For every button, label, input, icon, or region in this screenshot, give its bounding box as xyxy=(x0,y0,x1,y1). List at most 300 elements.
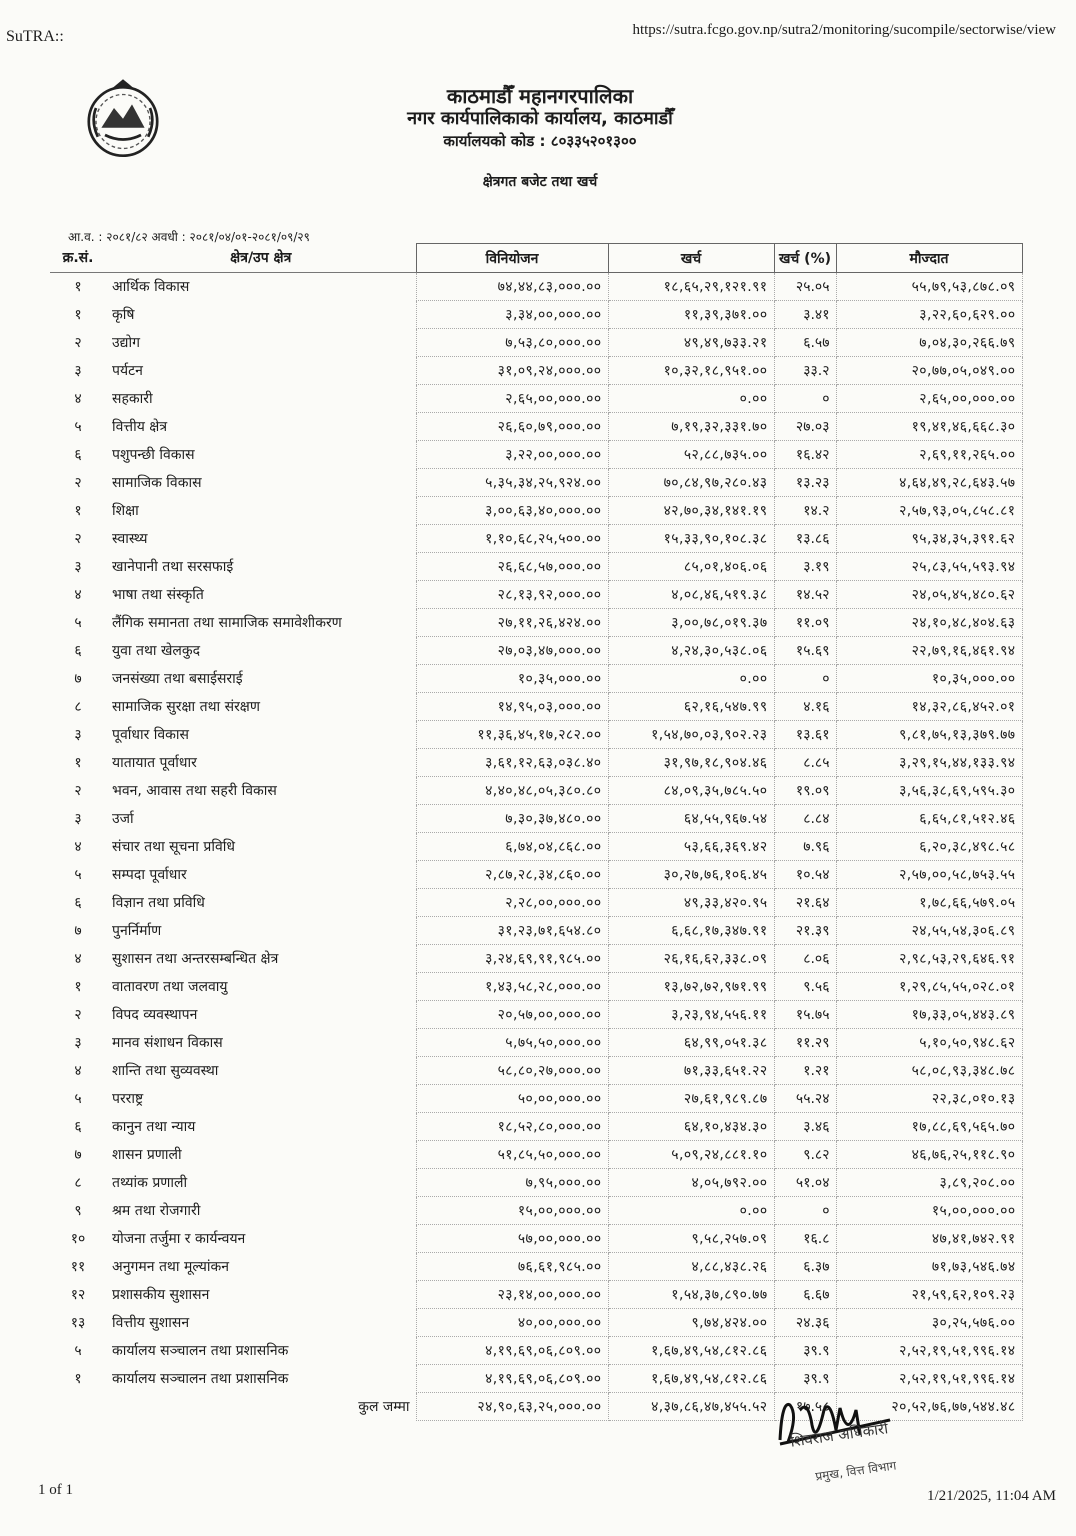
row-expense-pct: ६.५७ xyxy=(774,329,836,357)
row-sn: १० xyxy=(70,1231,86,1247)
row-expense: ७,१९,३२,३३१.७० xyxy=(608,413,774,441)
table-row xyxy=(50,1281,1022,1309)
row-sn: ७ xyxy=(74,671,82,687)
row-sn: १३ xyxy=(70,1315,86,1331)
row-balance: १५,००,०००.०० xyxy=(836,1197,1022,1225)
row-allocation: ११,३६,४५,१७,२८२.०० xyxy=(416,721,608,749)
row-balance: ७,०४,३०,२६६.७९ xyxy=(836,329,1022,357)
table-row xyxy=(50,525,1022,553)
row-expense: ६४,१०,४३४.३० xyxy=(608,1113,774,1141)
row-sn: ५ xyxy=(74,615,82,631)
row-allocation: ७४,४४,८३,०००.०० xyxy=(416,273,608,301)
row-expense: ५३,६६,३६९.४२ xyxy=(608,833,774,861)
row-balance: ६,६५,८१,५१२.४६ xyxy=(836,805,1022,833)
row-sector: तथ्यांक प्रणाली xyxy=(112,1175,188,1191)
row-sn: ८ xyxy=(74,699,82,715)
row-expense: ३१,९७,१८,९०४.४६ xyxy=(608,749,774,777)
row-expense: ५,०९,२४,८८१.१० xyxy=(608,1141,774,1169)
row-expense-pct: १४.२ xyxy=(774,497,836,525)
table-row xyxy=(50,1337,1022,1365)
table-row xyxy=(50,637,1022,665)
table-row xyxy=(50,1225,1022,1253)
page-number: 1 of 1 xyxy=(38,1482,73,1498)
row-expense: १,६७,४९,५४,८१२.८६ xyxy=(608,1337,774,1365)
row-sector: कृषि xyxy=(112,307,135,323)
row-sector: पशुपन्छी विकास xyxy=(112,447,195,463)
row-sn: ६ xyxy=(74,895,82,911)
row-expense-pct: ८.०६ xyxy=(774,945,836,973)
row-balance: १,२९,८५,५५,०२८.०१ xyxy=(836,973,1022,1001)
row-balance: २,५७,००,५८,७५३.५५ xyxy=(836,861,1022,889)
row-sn: १ xyxy=(74,307,82,323)
row-sn: ४ xyxy=(74,391,82,407)
row-expense-pct: ११.२९ xyxy=(774,1029,836,1057)
row-allocation: ७,९५,०००.०० xyxy=(416,1169,608,1197)
row-sector: कार्यालय सञ्चालन तथा प्रशासनिक xyxy=(112,1371,289,1387)
table-row xyxy=(50,1001,1022,1029)
row-balance: २०,७७,०५,०४९.०० xyxy=(836,357,1022,385)
row-sector: श्रम तथा रोजगारी xyxy=(112,1203,201,1219)
print-datetime: 1/21/2025, 11:04 AM xyxy=(926,1488,1056,1504)
total-label: कुल जम्मा xyxy=(358,1399,410,1415)
row-sector: कानुन तथा न्याय xyxy=(112,1119,196,1135)
table-row xyxy=(50,777,1022,805)
row-sector: आर्थिक विकास xyxy=(112,279,190,296)
row-expense: १३,७२,७२,९७१.९९ xyxy=(608,973,774,1001)
row-sector: संचार तथा सूचना प्रविधि xyxy=(112,839,235,855)
row-expense: ४,२४,३०,५३८.०६ xyxy=(608,637,774,665)
row-expense-pct: ० xyxy=(774,665,836,693)
row-expense: १,५४,७०,०३,९०२.२३ xyxy=(608,721,774,749)
row-allocation: ७,५३,८०,०००.०० xyxy=(416,329,608,357)
row-expense: ४९,३३,४२०.९५ xyxy=(608,889,774,917)
row-expense: ०.०० xyxy=(608,385,774,413)
row-expense-pct: १३.२३ xyxy=(774,469,836,497)
row-allocation: २०,५७,००,०००.०० xyxy=(416,1001,608,1029)
row-sn: ३ xyxy=(74,363,82,379)
table-row xyxy=(50,945,1022,973)
row-sn: ४ xyxy=(74,839,82,855)
table-row xyxy=(50,1057,1022,1085)
row-expense-pct: १५.६९ xyxy=(774,637,836,665)
row-allocation: ५७,००,०००.०० xyxy=(416,1225,608,1253)
row-expense-pct: १०.५४ xyxy=(774,861,836,889)
row-allocation: १५,००,०००.०० xyxy=(416,1197,608,1225)
col-expense: खर्च xyxy=(608,244,774,273)
row-allocation: ५,७५,५०,०००.०० xyxy=(416,1029,608,1057)
row-balance: २१,५९,६२,१०९.२३ xyxy=(836,1281,1022,1309)
row-expense-pct: ९.८२ xyxy=(774,1141,836,1169)
row-expense: ०.०० xyxy=(608,665,774,693)
row-sector: विज्ञान तथा प्रविधि xyxy=(112,895,205,911)
table-row xyxy=(50,693,1022,721)
row-balance: २५,८३,५५,५९३.९४ xyxy=(836,553,1022,581)
row-expense: ४२,७०,३४,१४१.१९ xyxy=(608,497,774,525)
row-allocation: १,४३,५८,२८,०००.०० xyxy=(416,973,608,1001)
row-sector: सामाजिक सुरक्षा तथा संरक्षण xyxy=(112,699,260,715)
office-code: कार्यालयको कोड : ८०३३५२०१३०० xyxy=(443,132,637,150)
table-row xyxy=(50,721,1022,749)
row-balance: ४,६४,४९,२८,६४३.५७ xyxy=(836,469,1022,497)
row-sn: १ xyxy=(74,1371,82,1387)
table-row xyxy=(50,1197,1022,1225)
table-row xyxy=(50,665,1022,693)
row-expense-pct: ५१.०४ xyxy=(774,1169,836,1197)
row-expense-pct: ३९.९ xyxy=(774,1337,836,1365)
office-name: नगर कार्यपालिकाको कार्यालय, काठमाडौँ xyxy=(407,108,673,129)
row-sector: शासन प्रणाली xyxy=(112,1147,182,1163)
row-balance: ३,८९,२०८.०० xyxy=(836,1169,1022,1197)
row-sector: उद्योग xyxy=(112,335,140,351)
report-title: क्षेत्रगत बजेट तथा खर्च xyxy=(482,174,598,190)
app-title: SuTRA:: xyxy=(6,28,64,45)
table-row xyxy=(50,749,1022,777)
row-expense-pct: ० xyxy=(774,385,836,413)
row-sector: सुशासन तथा अन्तरसम्बन्धित क्षेत्र xyxy=(112,951,279,967)
row-allocation: ४,१९,६९,०६,८०९.०० xyxy=(416,1337,608,1365)
row-expense-pct: ३.१९ xyxy=(774,553,836,581)
row-sector: मानव संशाधन विकास xyxy=(112,1035,223,1051)
row-sector: युवा तथा खेलकुद xyxy=(112,643,201,659)
row-expense: ४९,४९,७३३.२१ xyxy=(608,329,774,357)
row-sector: पूर्वाधार विकास xyxy=(112,727,190,743)
row-sector: यातायात पूर्वाधार xyxy=(112,755,197,771)
row-expense: ७१,३३,६५१.२२ xyxy=(608,1057,774,1085)
table-row xyxy=(50,1169,1022,1197)
row-allocation: २७,११,२६,४२४.०० xyxy=(416,609,608,637)
table-row xyxy=(50,917,1022,945)
row-expense-pct: ३३.२ xyxy=(774,357,836,385)
row-sector: पर्यटन xyxy=(112,363,143,379)
row-sector: अनुगमन तथा मूल्यांकन xyxy=(112,1259,229,1275)
row-expense: १८,६५,२९,१२१.९१ xyxy=(608,273,774,301)
row-sector: शिक्षा xyxy=(112,503,139,519)
row-sn: ६ xyxy=(74,643,82,659)
row-expense: ११,३९,३७१.०० xyxy=(608,301,774,329)
row-expense: ७०,८४,९७,२८०.४३ xyxy=(608,469,774,497)
row-balance: ५८,०८,९३,३४८.७८ xyxy=(836,1057,1022,1085)
table-row xyxy=(50,1141,1022,1169)
row-expense: ८५,०१,४०६.०६ xyxy=(608,553,774,581)
row-balance: ९५,३४,३५,३९१.६२ xyxy=(836,525,1022,553)
row-allocation: २८,१३,९२,०००.०० xyxy=(416,581,608,609)
row-expense-pct: ९.५६ xyxy=(774,973,836,1001)
row-allocation: ५८,८०,२७,०००.०० xyxy=(416,1057,608,1085)
table-row xyxy=(50,553,1022,581)
row-expense-pct: १६.८ xyxy=(774,1225,836,1253)
row-sector: सहकारी xyxy=(112,391,153,407)
table-row xyxy=(50,833,1022,861)
row-expense-pct: २५.०५ xyxy=(774,273,836,301)
row-expense: ४,०५,७९२.०० xyxy=(608,1169,774,1197)
row-sn: ५ xyxy=(74,1091,82,1107)
row-sn: ६ xyxy=(74,447,82,463)
row-allocation: २,८७,२८,३४,८६०.०० xyxy=(416,861,608,889)
table-row xyxy=(50,1309,1022,1337)
row-sn: ४ xyxy=(74,587,82,603)
row-balance: २,९८,५३,२९,६४६.९१ xyxy=(836,945,1022,973)
org-name: काठमाडौँ महानगरपालिका xyxy=(446,84,634,108)
row-allocation: ६,७४,०४,८६८.०० xyxy=(416,833,608,861)
row-balance: ३,२९,१५,४४,१३३.९४ xyxy=(836,749,1022,777)
row-sn: १ xyxy=(74,979,82,995)
table-row xyxy=(50,329,1022,357)
row-sector: शान्ति तथा सुव्यवस्था xyxy=(112,1063,219,1079)
row-allocation: ३१,२३,७१,६५४.८० xyxy=(416,917,608,945)
row-allocation: ४,४०,४८,०५,३८०.८० xyxy=(416,777,608,805)
row-sn: २ xyxy=(74,783,82,799)
table-body xyxy=(50,273,1022,1393)
row-allocation: ४०,००,०००.०० xyxy=(416,1309,608,1337)
row-balance: २२,३८,०१०.१३ xyxy=(836,1085,1022,1113)
row-sn: २ xyxy=(74,475,82,491)
row-allocation: ५०,००,०००.०० xyxy=(416,1085,608,1113)
row-expense: ४,०८,४६,५१९.३८ xyxy=(608,581,774,609)
row-sn: ३ xyxy=(74,1035,82,1051)
row-sn: १२ xyxy=(70,1287,86,1303)
row-sn: ९ xyxy=(74,1203,82,1219)
row-allocation: २६,६०,७९,०००.०० xyxy=(416,413,608,441)
table-row xyxy=(50,497,1022,525)
row-expense-pct: १४.५२ xyxy=(774,581,836,609)
row-sn: ६ xyxy=(74,1119,82,1135)
row-balance: २४,१०,४८,४०४.६३ xyxy=(836,609,1022,637)
row-sector: कार्यालय सञ्चालन तथा प्रशासनिक xyxy=(112,1343,289,1359)
row-sn: ४ xyxy=(74,951,82,967)
row-allocation: १८,५२,८०,०००.०० xyxy=(416,1113,608,1141)
row-sector: वातावरण तथा जलवायु xyxy=(112,979,228,995)
row-sn: १ xyxy=(74,279,82,296)
row-expense-pct: ३.४१ xyxy=(774,301,836,329)
row-sector: प्रशासकीय सुशासन xyxy=(112,1287,210,1303)
table-row xyxy=(50,385,1022,413)
row-allocation: २,२८,००,०००.०० xyxy=(416,889,608,917)
row-expense-pct: ८.८४ xyxy=(774,805,836,833)
row-expense-pct: १५.७५ xyxy=(774,1001,836,1029)
row-allocation: ३,२४,६९,९१,९८५.०० xyxy=(416,945,608,973)
row-allocation: १०,३५,०००.०० xyxy=(416,665,608,693)
row-sector: विपद व्यवस्थापन xyxy=(112,1007,198,1023)
row-balance: २,५२,१९,५१,९९६.१४ xyxy=(836,1337,1022,1365)
row-sn: २ xyxy=(74,335,82,351)
row-sn: २ xyxy=(74,1007,82,1023)
row-sn: ४ xyxy=(74,1063,82,1079)
row-expense: ९,५८,२५७.०९ xyxy=(608,1225,774,1253)
organization-header xyxy=(300,84,780,152)
row-allocation: ३,६१,१२,६३,०३८.४० xyxy=(416,749,608,777)
row-expense: ८४,०९,३५,७८५.५० xyxy=(608,777,774,805)
row-expense-pct: २७.०३ xyxy=(774,413,836,441)
col-sector: क्षेत्र/उप क्षेत्र xyxy=(106,244,416,273)
table-row xyxy=(50,805,1022,833)
row-expense: ३,००,७८,०१९.३७ xyxy=(608,609,774,637)
row-expense: ४,८८,४३८.२६ xyxy=(608,1253,774,1281)
row-sector: स्वास्थ्य xyxy=(112,531,148,547)
row-sn: ३ xyxy=(74,811,82,827)
row-expense-pct: ७.९६ xyxy=(774,833,836,861)
row-allocation: ७,३०,३७,४८०.०० xyxy=(416,805,608,833)
row-balance: ५५,७९,५३,८७८.०९ xyxy=(836,273,1022,301)
row-balance: २२,७९,१६,४६१.९४ xyxy=(836,637,1022,665)
row-balance: ५,१०,५०,९४८.६२ xyxy=(836,1029,1022,1057)
row-sn: ५ xyxy=(74,1343,82,1359)
row-balance: २,५२,१९,५१,९९६.१४ xyxy=(836,1365,1022,1393)
row-balance: ९,८१,७५,१३,३७९.७७ xyxy=(836,721,1022,749)
row-allocation: १४,९५,०३,०००.०० xyxy=(416,693,608,721)
row-sn: ८ xyxy=(74,1175,82,1191)
row-balance: ४७,४१,७४२.९१ xyxy=(836,1225,1022,1253)
row-balance: ६,२०,३८,४९८.५८ xyxy=(836,833,1022,861)
row-sector: भाषा तथा संस्कृति xyxy=(112,587,204,603)
row-allocation: ७६,६१,९८५.०० xyxy=(416,1253,608,1281)
row-expense-pct: २१.६४ xyxy=(774,889,836,917)
row-sector: सामाजिक विकास xyxy=(112,475,202,491)
signatory-name: शिवराज अधिकारी xyxy=(789,1419,890,1451)
row-allocation: १,१०,६८,२५,५००.०० xyxy=(416,525,608,553)
row-expense-pct: ५५.२४ xyxy=(774,1085,836,1113)
row-allocation: २,६५,००,०००.०० xyxy=(416,385,608,413)
row-balance: १९,४१,४६,६६८.३० xyxy=(836,413,1022,441)
row-expense: ६४,९९,०५१.३८ xyxy=(608,1029,774,1057)
row-expense: १,५४,३७,८९०.७७ xyxy=(608,1281,774,1309)
row-expense: ६,६८,१७,३४७.९१ xyxy=(608,917,774,945)
row-sn: ३ xyxy=(74,727,82,743)
row-expense-pct: १६.४२ xyxy=(774,441,836,469)
row-balance: १७,३३,०५,४४३.८९ xyxy=(836,1001,1022,1029)
row-sector: उर्जा xyxy=(112,811,134,827)
table-row xyxy=(50,609,1022,637)
row-expense-pct: ६.३७ xyxy=(774,1253,836,1281)
row-balance: १,७८,६६,५७९.०५ xyxy=(836,889,1022,917)
row-balance: १४,३२,८६,४५२.०१ xyxy=(836,693,1022,721)
row-expense: ३०,२७,७६,१०६.४५ xyxy=(608,861,774,889)
row-allocation: २६,६८,५७,०००.०० xyxy=(416,553,608,581)
budget-table xyxy=(50,243,1023,1421)
row-balance: ३०,२५,५७६.०० xyxy=(836,1309,1022,1337)
total-expense: ४,३७,८६,४७,४५५.५२ xyxy=(608,1393,774,1421)
row-expense-pct: ४.१६ xyxy=(774,693,836,721)
col-balance: मौज्दात xyxy=(836,244,1022,273)
row-balance: ४६,७६,२५,११८.९० xyxy=(836,1141,1022,1169)
row-allocation: ३,३४,००,०००.०० xyxy=(416,301,608,329)
row-sector: पुनर्निर्माण xyxy=(112,923,162,939)
col-allocation: विनियोजन xyxy=(416,244,608,273)
row-expense-pct: ११.०९ xyxy=(774,609,836,637)
row-expense-pct: ३९.९ xyxy=(774,1365,836,1393)
row-expense: १०,३२,१८,९५१.०० xyxy=(608,357,774,385)
row-balance: ३,५६,३८,६९,५९५.३० xyxy=(836,777,1022,805)
row-expense: ९,७४,४२४.०० xyxy=(608,1309,774,1337)
row-expense: १,६७,४९,५४,८१२.८६ xyxy=(608,1365,774,1393)
table-row xyxy=(50,441,1022,469)
table-row xyxy=(50,273,1022,301)
row-sn: ५ xyxy=(74,867,82,883)
table-row xyxy=(50,861,1022,889)
row-expense-pct: ३.४६ xyxy=(774,1113,836,1141)
row-sn: १ xyxy=(74,755,82,771)
row-expense-pct: १३.८६ xyxy=(774,525,836,553)
total-balance: २०,५२,७६,७७,५४४.४८ xyxy=(836,1393,1022,1421)
table-row xyxy=(50,973,1022,1001)
row-allocation: २७,०३,४७,०००.०० xyxy=(416,637,608,665)
row-expense-pct: ८.८५ xyxy=(774,749,836,777)
row-sector: सम्पदा पूर्वाधार xyxy=(112,867,187,883)
row-expense-pct: २१.३९ xyxy=(774,917,836,945)
table-row xyxy=(50,1029,1022,1057)
row-balance: २४,५५,५४,३०६.८९ xyxy=(836,917,1022,945)
row-sector: लैंगिक समानता तथा सामाजिक समावेशीकरण xyxy=(112,615,342,631)
row-allocation: ५१,८५,५०,०००.०० xyxy=(416,1141,608,1169)
row-balance: ७१,७३,५४६.७४ xyxy=(836,1253,1022,1281)
row-expense: १५,३३,९०,१०८.३८ xyxy=(608,525,774,553)
row-expense: २७,६१,९८९.८७ xyxy=(608,1085,774,1113)
row-sector: वित्तीय क्षेत्र xyxy=(112,419,168,435)
fiscal-period: आ.व. : २०८१/८२ अवधी : २०८१/०४/०१-२०८१/०९/२९ xyxy=(68,230,310,244)
row-expense: ५२,८८,७३५.०० xyxy=(608,441,774,469)
row-expense-pct: ६.६७ xyxy=(774,1281,836,1309)
row-balance: ३,२२,६०,६२९.०० xyxy=(836,301,1022,329)
row-allocation: ३,२२,००,०००.०० xyxy=(416,441,608,469)
row-allocation: ४,१९,६९,०६,८०९.०० xyxy=(416,1365,608,1393)
row-sn: ३ xyxy=(74,559,82,575)
table-row xyxy=(50,413,1022,441)
signatory-role: प्रमुख, वित्त विभाग xyxy=(814,1458,898,1484)
row-expense-pct: १३.६१ xyxy=(774,721,836,749)
table-row xyxy=(50,1253,1022,1281)
col-sn: क्र.सं. xyxy=(50,244,106,273)
row-sn: ७ xyxy=(74,1147,82,1163)
table-header-row xyxy=(50,244,1022,273)
col-expense-pct: खर्च (%) xyxy=(774,244,836,273)
page-url: https://sutra.fcgo.gov.np/sutra2/monitoring/sucompile/sectorwise/view xyxy=(632,22,1056,38)
row-allocation: ३१,०९,२४,०००.०० xyxy=(416,357,608,385)
table-row xyxy=(50,889,1022,917)
row-expense: ०.०० xyxy=(608,1197,774,1225)
row-balance: २,५७,९३,०५,८५८.८१ xyxy=(836,497,1022,525)
row-sector: जनसंख्या तथा बसाईसराई xyxy=(112,671,243,687)
row-sn: २ xyxy=(74,531,82,547)
row-sn: ७ xyxy=(74,923,82,939)
total-allocation: २४,९०,६३,२५,०००.०० xyxy=(416,1393,608,1421)
row-sector: परराष्ट्र xyxy=(112,1091,144,1107)
total-pct: १७.५८ xyxy=(774,1393,836,1421)
table-row xyxy=(50,1113,1022,1141)
row-balance: २४,०५,४५,४८०.६२ xyxy=(836,581,1022,609)
row-expense-pct: २४.३६ xyxy=(774,1309,836,1337)
nepal-emblem-icon xyxy=(78,72,168,162)
row-expense: ६४,५५,९६७.५४ xyxy=(608,805,774,833)
row-balance: २,६९,११,२६५.०० xyxy=(836,441,1022,469)
row-allocation: २३,१४,००,०००.०० xyxy=(416,1281,608,1309)
table-row xyxy=(50,469,1022,497)
row-balance: १०,३५,०००.०० xyxy=(836,665,1022,693)
row-expense: २६,१६,६२,३३८.०९ xyxy=(608,945,774,973)
row-expense-pct: १.२१ xyxy=(774,1057,836,1085)
row-sector: भवन, आवास तथा सहरी विकास xyxy=(112,783,277,799)
row-sn: ५ xyxy=(74,419,82,435)
row-sn: ११ xyxy=(70,1259,86,1275)
table-row xyxy=(50,301,1022,329)
row-expense: ३,२३,९४,५५६.११ xyxy=(608,1001,774,1029)
row-sector: खानेपानी तथा सरसफाई xyxy=(112,559,234,575)
row-sector: वित्तीय सुशासन xyxy=(112,1315,190,1331)
row-sn: १ xyxy=(74,503,82,519)
row-expense: ६२,१६,५४७.९९ xyxy=(608,693,774,721)
row-expense-pct: १९.०९ xyxy=(774,777,836,805)
row-balance: २,६५,००,०००.०० xyxy=(836,385,1022,413)
row-expense-pct: ० xyxy=(774,1197,836,1225)
table-row xyxy=(50,357,1022,385)
